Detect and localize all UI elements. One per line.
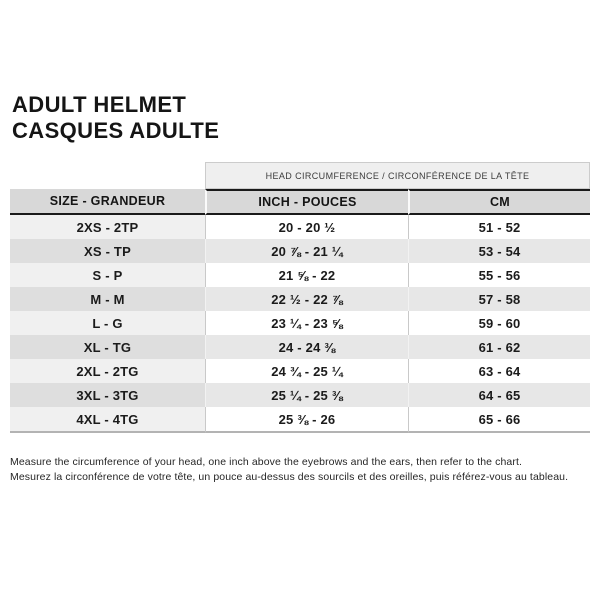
page-title (12, 92, 219, 144)
size-cell: 2XL - 2TG (10, 359, 205, 383)
size-cell: XS - TP (10, 239, 205, 263)
size-cell: L - G (10, 311, 205, 335)
size-cell: 3XL - 3TG (10, 383, 205, 407)
cm-cell: 63 - 64 (408, 359, 590, 383)
table-row (10, 335, 590, 359)
instruction-en: Measure the circumference of your head, one inch above the eyebrows and the ears, then refer to the chart. (10, 456, 522, 468)
inch-cell: 20 ⅞ - 21 ¼ (205, 239, 408, 263)
column-header-cm: CM (408, 189, 590, 215)
inch-cell: 25 ¼ - 25 ⅜ (205, 383, 408, 407)
cm-cell: 53 - 54 (408, 239, 590, 263)
size-cell: S - P (10, 263, 205, 287)
table-row (10, 383, 590, 407)
table-row (10, 311, 590, 335)
inch-cell: 20 - 20 ½ (205, 215, 408, 239)
cm-cell: 57 - 58 (408, 287, 590, 311)
column-header-row (10, 189, 590, 215)
inch-cell: 24 - 24 ⅜ (205, 335, 408, 359)
table-row (10, 287, 590, 311)
table-body (10, 215, 590, 433)
inch-cell: 21 ⅝ - 22 (205, 263, 408, 287)
cm-cell: 59 - 60 (408, 311, 590, 335)
size-cell: 4XL - 4TG (10, 407, 205, 433)
size-cell: M - M (10, 287, 205, 311)
size-cell: 2XS - 2TP (10, 215, 205, 239)
table-row (10, 263, 590, 287)
column-header-size: SIZE - GRANDEUR (10, 189, 205, 215)
cm-cell: 64 - 65 (408, 383, 590, 407)
table-row (10, 359, 590, 383)
inch-cell: 23 ¼ - 23 ⅝ (205, 311, 408, 335)
table-row (10, 407, 590, 433)
table-row (10, 215, 590, 239)
table-row (10, 239, 590, 263)
page-title-en: ADULT HELMET (12, 92, 187, 117)
inch-cell: 24 ¾ - 25 ¼ (205, 359, 408, 383)
inch-cell: 25 ⅜ - 26 (205, 407, 408, 433)
head-circumference-header: HEAD CIRCUMFERENCE / CIRCONFÉRENCE DE LA TÊTE (205, 162, 590, 189)
size-cell: XL - TG (10, 335, 205, 359)
cm-cell: 61 - 62 (408, 335, 590, 359)
page-title-fr: CASQUES ADULTE (12, 118, 220, 143)
cm-cell: 55 - 56 (408, 263, 590, 287)
cm-cell: 51 - 52 (408, 215, 590, 239)
cm-cell: 65 - 66 (408, 407, 590, 433)
size-table (10, 162, 590, 433)
span-header-row (10, 162, 590, 189)
column-header-inch: INCH - POUCES (205, 189, 408, 215)
measuring-instructions (10, 455, 568, 484)
instruction-fr: Mesurez la circonférence de votre tête, un pouce au-dessus des sourcils et des oreilles, puis référez-vous au tableau. (10, 470, 569, 483)
span-header-spacer (10, 162, 205, 189)
inch-cell: 22 ½ - 22 ⅞ (205, 287, 408, 311)
